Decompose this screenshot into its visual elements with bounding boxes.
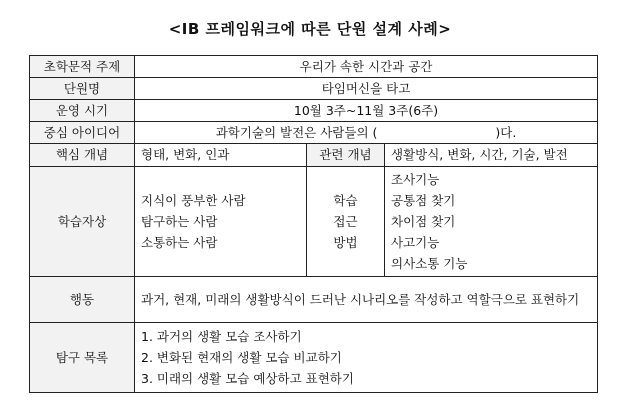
learner-profile-item: 지식이 풍부한 사람 xyxy=(141,193,246,208)
learner-profile-item: 소통하는 사람 xyxy=(141,235,218,250)
skill-item: 차이점 찾기 xyxy=(391,214,456,229)
row-concepts xyxy=(30,144,598,167)
central-idea-text-before: 과학기술의 발전은 사람들의 ( xyxy=(215,124,378,140)
central-idea-text-after: )다. xyxy=(495,124,517,140)
document-title: <IB 프레임워크에 따른 단원 설계 사례> xyxy=(168,20,452,38)
learner-profile-list xyxy=(135,167,307,277)
skill-item: 공통점 찾기 xyxy=(391,193,456,208)
learner-profile-item: 탐구하는 사람 xyxy=(141,214,218,229)
inquiry-item: 3. 미래의 생활 모습 예상하고 표현하기 xyxy=(141,371,354,386)
unit-design-table xyxy=(29,55,598,393)
related-concepts-label: 관련 개념 xyxy=(307,144,385,167)
related-concepts-value: 생활방식, 변화, 시간, 기술, 발전 xyxy=(385,144,598,167)
key-concepts-value: 형태, 변화, 인과 xyxy=(135,144,307,167)
unit-label: 단원명 xyxy=(30,78,135,100)
row-unit xyxy=(30,78,598,100)
inquiry-list xyxy=(135,323,598,393)
skill-item: 조사기능 xyxy=(391,172,440,187)
approach-label-line: 접근 xyxy=(333,214,358,229)
action-label: 행동 xyxy=(30,277,135,323)
theme-label: 초학문적 주제 xyxy=(30,56,135,78)
central-idea-value xyxy=(135,122,598,144)
period-value: 10월 3주~11월 3주(6주) xyxy=(135,100,598,122)
row-theme xyxy=(30,56,598,78)
row-action xyxy=(30,277,598,323)
row-period xyxy=(30,100,598,122)
approaches-to-learning-label xyxy=(307,167,385,277)
row-central-idea xyxy=(30,122,598,144)
key-concepts-label: 핵심 개념 xyxy=(30,144,135,167)
approach-label-line: 학습 xyxy=(333,193,358,208)
approach-skills-list xyxy=(385,167,598,277)
theme-value: 우리가 속한 시간과 공간 xyxy=(135,56,598,78)
action-value: 과거, 현재, 미래의 생활방식이 드러난 시나리오를 작성하고 역할극으로 표현하기 xyxy=(135,277,598,323)
inquiry-item: 1. 과거의 생활 모습 조사하기 xyxy=(141,329,302,344)
learner-profile-label: 학습자상 xyxy=(30,167,135,277)
row-inquiry xyxy=(30,323,598,393)
approach-label-line: 방법 xyxy=(333,235,358,250)
unit-value: 타임머신을 타고 xyxy=(135,78,598,100)
period-label: 운영 시기 xyxy=(30,100,135,122)
skill-item: 의사소통 기능 xyxy=(391,256,468,271)
inquiry-label: 탐구 목록 xyxy=(30,323,135,393)
row-learner xyxy=(30,167,598,277)
central-idea-label: 중심 아이디어 xyxy=(30,122,135,144)
inquiry-item: 2. 변화된 현재의 생활 모습 비교하기 xyxy=(141,350,342,365)
skill-item: 사고기능 xyxy=(391,235,440,250)
